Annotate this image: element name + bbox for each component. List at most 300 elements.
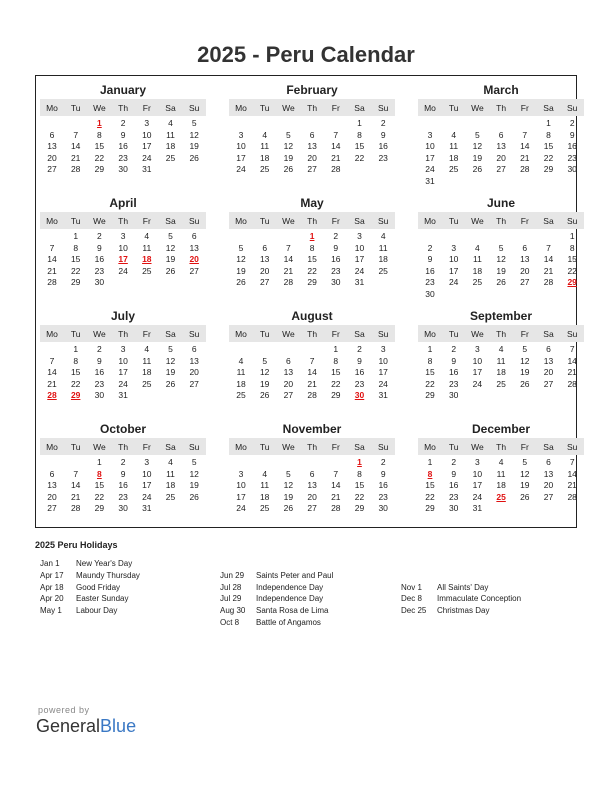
day: 30 xyxy=(118,503,128,513)
day: 29 xyxy=(425,503,435,513)
day: 5 xyxy=(498,242,504,253)
day: 8 xyxy=(357,129,362,140)
day: 28 xyxy=(567,491,577,502)
month-october xyxy=(40,415,220,528)
weekday-label: Su xyxy=(377,329,389,339)
day: 10 xyxy=(354,242,365,253)
day: 17 xyxy=(142,480,152,490)
day: 19 xyxy=(236,265,246,276)
day: 25 xyxy=(142,265,152,276)
holiday-date: Jun 29 xyxy=(220,570,245,580)
weekday-label: Sa xyxy=(165,103,176,113)
day: 5 xyxy=(475,129,480,140)
day: 5 xyxy=(168,231,173,241)
day: 22 xyxy=(567,265,577,276)
day: 31 xyxy=(472,503,483,513)
day: 27 xyxy=(307,503,317,513)
weekday-label: Mo xyxy=(46,329,58,339)
day: 3 xyxy=(120,231,126,241)
day: 1 xyxy=(73,231,79,241)
holiday-date: Aug 30 xyxy=(220,606,246,616)
holiday-name: Independence Day xyxy=(256,582,324,592)
day: 26 xyxy=(189,152,199,163)
weekday-label: Fr xyxy=(331,103,340,113)
weekday-header xyxy=(229,438,395,455)
weekday-label: We xyxy=(282,103,295,113)
day: 12 xyxy=(165,242,176,253)
month-name: March xyxy=(483,83,519,97)
weekday-label: We xyxy=(282,329,295,339)
powered-by-text: powered by xyxy=(38,705,90,715)
day: 19 xyxy=(472,152,483,163)
weekday-label: We xyxy=(282,216,295,226)
day: 15 xyxy=(543,141,554,151)
day: 10 xyxy=(425,141,435,151)
weekday-header xyxy=(40,438,206,455)
day: 2 xyxy=(357,344,362,354)
day: 9 xyxy=(357,355,362,366)
day: 11 xyxy=(260,141,270,151)
day: 7 xyxy=(49,355,55,366)
month-april xyxy=(40,189,220,302)
day: 26 xyxy=(283,503,294,513)
holiday-name: Good Friday xyxy=(76,582,121,592)
day: 20 xyxy=(47,152,57,163)
weekday-label: Th xyxy=(307,329,318,339)
holiday-day: 28 xyxy=(47,390,57,400)
weekday-label: Tu xyxy=(448,103,459,113)
weekday-label: Sa xyxy=(354,216,365,226)
weekday-label: Tu xyxy=(70,442,81,452)
day: 19 xyxy=(189,141,199,151)
weekday-label: Tu xyxy=(259,216,270,226)
day: 13 xyxy=(543,355,554,366)
day: 22 xyxy=(425,491,435,502)
day: 12 xyxy=(189,468,199,479)
day: 2 xyxy=(569,118,575,128)
day: 19 xyxy=(259,378,270,389)
day: 16 xyxy=(118,480,128,490)
weekday-label: Th xyxy=(496,442,507,452)
day: 25 xyxy=(165,152,176,163)
weekday-label: Mo xyxy=(424,103,436,113)
day: 21 xyxy=(331,491,341,502)
weekday-label: Tu xyxy=(259,442,270,452)
day: 16 xyxy=(118,141,128,151)
holiday-name: Immaculate Conception xyxy=(437,594,522,604)
weekday-label: Th xyxy=(118,103,129,113)
weekday-label: Fr xyxy=(520,216,529,226)
day: 12 xyxy=(496,254,506,264)
day: 26 xyxy=(496,277,506,287)
day: 18 xyxy=(496,480,506,490)
day: 10 xyxy=(118,242,128,253)
day: 5 xyxy=(238,242,244,253)
month-name: May xyxy=(300,196,324,210)
day: 27 xyxy=(283,390,294,400)
day: 6 xyxy=(286,355,291,366)
day: 19 xyxy=(283,491,294,502)
day: 31 xyxy=(425,175,435,186)
weekday-label: Th xyxy=(496,103,507,113)
weekday-label: Th xyxy=(118,216,129,226)
day: 16 xyxy=(94,367,105,377)
weekday-label: Su xyxy=(566,103,578,113)
holiday-day: 1 xyxy=(97,118,102,128)
day: 29 xyxy=(94,164,105,174)
day: 14 xyxy=(70,141,81,151)
day: 26 xyxy=(165,265,176,276)
day: 24 xyxy=(236,164,246,174)
day: 5 xyxy=(286,129,291,140)
weekday-header xyxy=(229,325,395,342)
day: 10 xyxy=(142,129,152,140)
day: 15 xyxy=(70,367,81,377)
day: 11 xyxy=(472,254,482,264)
day: 2 xyxy=(451,344,457,354)
day: 21 xyxy=(543,265,554,276)
day: 19 xyxy=(189,480,199,490)
day: 2 xyxy=(427,242,433,253)
day: 12 xyxy=(236,254,246,264)
day: 5 xyxy=(168,344,173,354)
day: 11 xyxy=(166,468,175,479)
month-may xyxy=(229,189,409,302)
weekday-label: Th xyxy=(118,442,129,452)
day: 7 xyxy=(569,344,575,354)
day: 29 xyxy=(331,390,341,400)
day: 28 xyxy=(331,503,341,513)
day: 14 xyxy=(70,480,81,490)
day: 27 xyxy=(307,164,317,174)
day: 16 xyxy=(567,141,577,151)
day: 30 xyxy=(448,503,459,513)
month-june xyxy=(418,189,598,302)
generalblue-logo xyxy=(36,716,136,737)
day: 21 xyxy=(70,491,81,502)
weekday-header xyxy=(40,99,206,116)
weekday-label: Th xyxy=(496,216,507,226)
holiday-day: 8 xyxy=(97,468,102,479)
holiday-day: 8 xyxy=(427,468,433,479)
day: 17 xyxy=(118,367,128,377)
day: 27 xyxy=(47,164,57,174)
day: 20 xyxy=(543,480,554,490)
day: 3 xyxy=(475,457,480,467)
day: 18 xyxy=(259,491,270,502)
day: 17 xyxy=(448,265,459,276)
day: 8 xyxy=(546,129,551,140)
weekday-label: Su xyxy=(377,103,389,113)
holiday-date: Apr 20 xyxy=(40,594,64,604)
day: 23 xyxy=(378,152,388,163)
day: 27 xyxy=(520,277,530,287)
day: 23 xyxy=(448,378,459,389)
holiday-day: 17 xyxy=(118,254,128,264)
day: 25 xyxy=(165,491,176,502)
day: 28 xyxy=(543,277,554,287)
day: 16 xyxy=(378,480,388,490)
day: 30 xyxy=(94,277,105,287)
day: 17 xyxy=(472,480,483,490)
day: 9 xyxy=(380,468,386,479)
day: 17 xyxy=(472,367,483,377)
day: 12 xyxy=(189,129,199,140)
holiday-name: Labour Day xyxy=(76,606,118,616)
day: 28 xyxy=(70,164,81,174)
day: 16 xyxy=(331,254,341,264)
day: 10 xyxy=(472,468,483,479)
day: 15 xyxy=(331,367,341,377)
day: 27 xyxy=(189,265,199,276)
day: 4 xyxy=(144,231,150,241)
day: 12 xyxy=(520,468,530,479)
month-name: February xyxy=(286,83,338,97)
day: 3 xyxy=(144,118,150,128)
day: 3 xyxy=(380,344,386,354)
day: 24 xyxy=(118,378,128,389)
weekday-label: Su xyxy=(377,442,389,452)
day: 15 xyxy=(307,254,317,264)
holiday-item xyxy=(220,606,329,615)
day: 2 xyxy=(120,457,126,467)
day: 30 xyxy=(378,503,388,513)
day: 16 xyxy=(448,367,459,377)
day: 20 xyxy=(189,367,199,377)
holiday-date: Apr 17 xyxy=(40,570,64,580)
month-december xyxy=(418,415,598,528)
day: 28 xyxy=(567,378,577,389)
day: 4 xyxy=(475,242,480,253)
day: 6 xyxy=(191,231,197,241)
day: 19 xyxy=(165,367,176,377)
day: 30 xyxy=(567,164,577,174)
day: 6 xyxy=(522,242,528,253)
month-september xyxy=(418,302,598,415)
holiday-date: Apr 18 xyxy=(40,582,64,592)
day: 15 xyxy=(70,254,81,264)
day: 6 xyxy=(498,129,504,140)
day: 27 xyxy=(47,503,57,513)
month-name: October xyxy=(99,422,146,436)
day: 26 xyxy=(165,378,176,389)
day: 18 xyxy=(259,152,270,163)
holiday-date: May 1 xyxy=(40,606,62,616)
day: 18 xyxy=(165,480,176,490)
holiday-day: 30 xyxy=(354,390,365,400)
day: 4 xyxy=(262,468,268,479)
day: 20 xyxy=(47,491,57,502)
day: 5 xyxy=(286,468,291,479)
weekday-label: Su xyxy=(377,216,389,226)
day: 6 xyxy=(191,344,197,354)
holiday-item xyxy=(220,571,333,580)
day: 24 xyxy=(425,164,435,174)
weekday-label: Fr xyxy=(520,442,529,452)
day: 17 xyxy=(425,152,435,163)
weekday-label: Fr xyxy=(142,103,151,113)
day: 10 xyxy=(378,355,388,366)
day: 26 xyxy=(189,491,199,502)
holiday-day: 18 xyxy=(142,254,152,264)
weekday-label: Su xyxy=(188,216,200,226)
month-name: June xyxy=(486,196,515,210)
day: 31 xyxy=(142,503,152,513)
month-november xyxy=(229,415,409,528)
day: 3 xyxy=(475,344,480,354)
day: 20 xyxy=(543,367,554,377)
weekday-label: Th xyxy=(307,442,318,452)
day: 18 xyxy=(472,265,483,276)
day: 7 xyxy=(73,129,79,140)
day: 23 xyxy=(118,152,128,163)
holiday-name: Maundy Thursday xyxy=(76,570,140,580)
day: 9 xyxy=(120,129,126,140)
day: 14 xyxy=(307,367,317,377)
weekday-label: Fr xyxy=(142,216,151,226)
weekday-label: Sa xyxy=(165,442,176,452)
day: 11 xyxy=(166,129,175,140)
day: 19 xyxy=(283,152,294,163)
day: 20 xyxy=(307,491,317,502)
day: 25 xyxy=(472,277,483,287)
day: 14 xyxy=(331,480,341,490)
day: 8 xyxy=(309,242,315,253)
holiday-day: 25 xyxy=(496,491,506,502)
day: 23 xyxy=(354,378,365,389)
holiday-item xyxy=(40,571,140,580)
day: 28 xyxy=(283,277,294,287)
day: 23 xyxy=(567,152,577,163)
day: 3 xyxy=(357,231,362,241)
day: 26 xyxy=(472,164,483,174)
day: 29 xyxy=(307,277,317,287)
weekday-label: Sa xyxy=(354,329,365,339)
weekday-label: Tu xyxy=(448,442,459,452)
month-name: July xyxy=(110,309,135,323)
day: 14 xyxy=(543,254,554,264)
day: 19 xyxy=(165,254,176,264)
day: 5 xyxy=(191,118,197,128)
holiday-date: Nov 1 xyxy=(401,582,422,592)
day: 21 xyxy=(283,265,294,276)
day: 14 xyxy=(331,141,341,151)
day: 9 xyxy=(451,468,457,479)
day: 2 xyxy=(380,457,386,467)
day: 4 xyxy=(144,344,150,354)
day: 7 xyxy=(569,457,575,467)
day: 3 xyxy=(451,242,457,253)
day: 12 xyxy=(472,141,483,151)
day: 21 xyxy=(47,265,57,276)
logo-blue: Blue xyxy=(100,716,137,736)
day: 2 xyxy=(451,457,457,467)
day: 12 xyxy=(283,141,294,151)
day: 25 xyxy=(259,164,270,174)
day: 9 xyxy=(451,355,457,366)
day: 15 xyxy=(354,480,365,490)
day: 24 xyxy=(142,152,152,163)
weekday-label: Su xyxy=(566,216,578,226)
weekday-label: Su xyxy=(188,329,200,339)
day: 9 xyxy=(333,242,339,253)
holiday-item xyxy=(401,606,489,615)
weekday-label: Mo xyxy=(46,442,58,452)
day: 9 xyxy=(569,129,575,140)
day: 23 xyxy=(331,265,341,276)
holiday-item xyxy=(401,583,488,592)
day: 18 xyxy=(378,254,388,264)
weekday-label: Sa xyxy=(543,103,554,113)
day: 25 xyxy=(496,378,506,389)
holiday-name: All Saints' Day xyxy=(437,582,489,592)
day: 21 xyxy=(307,378,317,389)
day: 11 xyxy=(496,468,506,479)
weekday-label: Fr xyxy=(520,329,529,339)
holiday-item xyxy=(40,594,128,603)
day: 28 xyxy=(307,390,317,400)
day: 22 xyxy=(425,378,435,389)
holiday-day: 29 xyxy=(567,277,577,287)
day: 28 xyxy=(47,277,57,287)
weekday-label: Mo xyxy=(235,103,247,113)
day: 7 xyxy=(333,129,339,140)
day: 12 xyxy=(520,355,530,366)
day: 25 xyxy=(259,503,270,513)
day: 7 xyxy=(522,129,528,140)
month-july xyxy=(40,302,220,415)
holiday-day: 1 xyxy=(309,231,315,241)
day: 8 xyxy=(333,355,339,366)
day: 15 xyxy=(94,480,105,490)
weekday-label: Th xyxy=(307,103,318,113)
day: 30 xyxy=(94,390,105,400)
day: 12 xyxy=(259,367,270,377)
day: 29 xyxy=(354,503,365,513)
day: 14 xyxy=(520,141,530,151)
day: 20 xyxy=(283,378,294,389)
weekday-label: Su xyxy=(188,442,200,452)
month-name: November xyxy=(282,422,342,436)
day: 29 xyxy=(425,390,435,400)
day: 31 xyxy=(142,164,152,174)
day: 23 xyxy=(448,491,459,502)
holidays-title: 2025 Peru Holidays xyxy=(35,540,118,550)
weekday-label: Mo xyxy=(424,329,436,339)
day: 17 xyxy=(142,141,152,151)
day: 8 xyxy=(569,242,575,253)
day: 11 xyxy=(496,355,506,366)
day: 12 xyxy=(165,355,176,366)
holiday-item xyxy=(40,583,120,592)
day: 30 xyxy=(425,288,435,299)
day: 13 xyxy=(307,480,317,490)
day: 17 xyxy=(236,152,246,163)
weekday-label: We xyxy=(471,329,484,339)
day: 15 xyxy=(425,480,435,490)
weekday-label: Su xyxy=(188,103,200,113)
day: 17 xyxy=(354,254,365,264)
holiday-day: 29 xyxy=(70,390,81,400)
day: 6 xyxy=(49,129,55,140)
day: 1 xyxy=(546,118,551,128)
day: 16 xyxy=(425,265,435,276)
day: 11 xyxy=(236,367,246,377)
weekday-header xyxy=(229,212,395,229)
day: 26 xyxy=(259,390,270,400)
month-name: January xyxy=(99,83,147,97)
calendar-grid xyxy=(35,75,577,528)
